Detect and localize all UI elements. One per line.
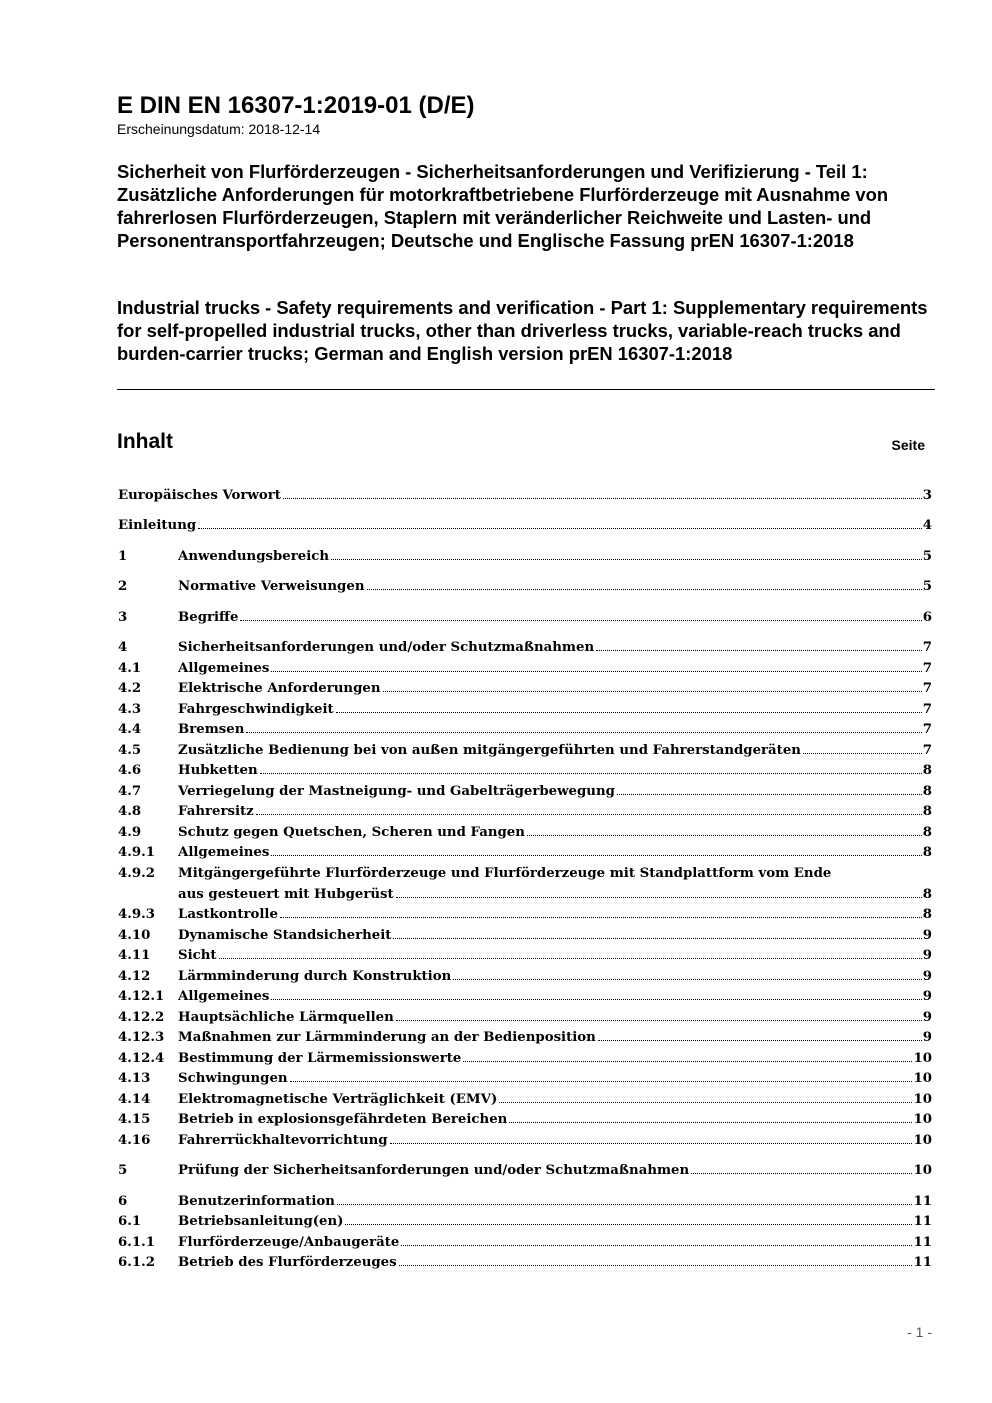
toc-entry-number: 4.12.1 <box>118 989 165 1004</box>
toc-entry-label: Fahrersitz <box>178 804 254 819</box>
toc-entry-number: 4.2 <box>118 681 142 696</box>
toc-entry-page: 7 <box>922 722 932 737</box>
toc-entry-label: Bestimmung der Lärmemissionswerte <box>178 1051 462 1066</box>
toc-entry-number: 4.9 <box>118 825 142 840</box>
toc-dot-leader <box>337 1204 913 1205</box>
toc-entry[interactable] <box>118 700 932 721</box>
toc-entry-page: 11 <box>913 1214 932 1229</box>
toc-entry[interactable] <box>118 1192 932 1213</box>
toc-entry-page: 9 <box>922 948 932 963</box>
toc-entry-number: 6.1.2 <box>118 1255 156 1270</box>
toc-entry-number: 4.6 <box>118 763 142 778</box>
toc-dot-leader <box>499 1102 912 1103</box>
toc-entry-page: 8 <box>922 784 932 799</box>
toc-entry[interactable] <box>118 577 932 598</box>
toc-entry-label: Sicherheitsanforderungen und/oder Schutzmaßnahmen <box>178 640 595 655</box>
toc-entry[interactable] <box>118 547 932 568</box>
toc-entry-label: Lastkontrolle <box>178 907 278 922</box>
title-german: Sicherheit von Flurförderzeugen - Sicherheitsanforderungen und Verifizierung - Teil 1: Zusätzliche Anforderungen für motorkraftbetriebene Flurförderzeuge mit Ausnahme von fahrerlosen Flurförderzeugen, Staplern mit veränderlicher Reichweite und Lasten- und Personentransportfahrzeugen; Deutsche und Englische Fassung prEN 16307-1:2018 <box>117 161 889 251</box>
toc-dot-leader <box>271 999 921 1000</box>
toc-entry-label: Normative Verweisungen <box>178 579 365 594</box>
toc-entry[interactable] <box>118 1161 932 1182</box>
toc-entry[interactable] <box>118 843 932 864</box>
toc-entry-label: Einleitung <box>118 518 197 533</box>
toc-entry[interactable] <box>118 864 932 905</box>
toc-page-column-label: Seite <box>891 437 925 453</box>
toc-entry-label: Sicht <box>178 948 217 963</box>
toc-entry-label: Allgemeines <box>178 989 270 1004</box>
toc-entry-label: Allgemeines <box>178 661 270 676</box>
toc-entry-number: 4.1 <box>118 661 142 676</box>
toc-entry-number: 4.8 <box>118 804 142 819</box>
toc-entry[interactable] <box>118 741 932 762</box>
toc-entry[interactable] <box>118 967 932 988</box>
toc-entry-number: 6 <box>118 1194 128 1209</box>
toc-entry-number: 4.7 <box>118 784 142 799</box>
toc-entry-number: 4.13 <box>118 1071 151 1086</box>
toc-entry-number: 4.9.3 <box>118 907 156 922</box>
toc-entry-label: Mitgängergeführte Flurförderzeuge und Flurförderzeuge mit Standplattform vom Ende <box>178 866 832 881</box>
toc-entry[interactable] <box>118 638 932 659</box>
toc-dot-leader <box>280 917 922 918</box>
toc-entry-label: Schwingungen <box>178 1071 288 1086</box>
toc-entry[interactable] <box>118 1212 932 1233</box>
toc-entry-number: 6.1 <box>118 1214 142 1229</box>
toc-entry-number: 3 <box>118 610 128 625</box>
toc-entry-label: Betrieb des Flurförderzeuges <box>178 1255 397 1270</box>
toc-entry-label: Benutzerinformation <box>178 1194 335 1209</box>
toc-dot-leader <box>260 773 922 774</box>
toc-entry[interactable] <box>118 1253 932 1274</box>
toc-entry[interactable] <box>118 1110 932 1131</box>
toc-entry[interactable] <box>118 679 932 700</box>
toc-entry[interactable] <box>118 905 932 926</box>
toc-entry-number: 6.1.1 <box>118 1235 156 1250</box>
toc-entry-page: 8 <box>922 886 932 902</box>
toc-entry-number: 1 <box>118 549 128 564</box>
toc-entry-page: 10 <box>913 1051 932 1066</box>
toc-entry-page: 9 <box>922 928 932 943</box>
toc-entry-page: 11 <box>913 1255 932 1270</box>
toc-entry-page: 10 <box>913 1112 932 1127</box>
toc-entry-page: 5 <box>922 579 932 594</box>
toc-entry[interactable] <box>118 720 932 741</box>
toc-entry-page: 9 <box>922 1010 932 1025</box>
toc-dot-leader <box>271 855 921 856</box>
toc-entry-page: 10 <box>913 1092 932 1107</box>
toc-entry-page: 4 <box>922 518 932 533</box>
toc-entry[interactable] <box>118 659 932 680</box>
toc-entry[interactable] <box>118 486 932 507</box>
toc-entry-label: Lärmminderung durch Konstruktion <box>178 969 452 984</box>
toc-entry-page: 10 <box>913 1133 932 1148</box>
toc-entry-page: 7 <box>922 702 932 717</box>
toc-entry-page: 9 <box>922 1030 932 1045</box>
document-id: E DIN EN 16307-1:2019-01 (D/E) <box>117 92 475 119</box>
toc-entry-number: 4.16 <box>118 1133 151 1148</box>
toc-dot-leader <box>336 712 922 713</box>
toc-entry-number: 4.12.2 <box>118 1010 165 1025</box>
toc-entry-page: 8 <box>922 825 932 840</box>
toc-entry-label: Hauptsächliche Lärmquellen <box>178 1010 394 1025</box>
toc-entry-number: 4.9.2 <box>118 866 156 881</box>
toc-entry[interactable] <box>118 1028 932 1049</box>
toc-entry[interactable] <box>118 761 932 782</box>
toc-entry-label: Verriegelung der Mastneigung- und Gabelträgerbewegung <box>178 784 615 799</box>
toc-dot-leader <box>290 1081 913 1082</box>
toc-entry[interactable] <box>118 1090 932 1111</box>
toc-entry[interactable] <box>118 802 932 823</box>
toc-entry-label: Elektrische Anforderungen <box>178 681 381 696</box>
toc-entry-page: 8 <box>922 845 932 860</box>
toc-entry-number: 4.10 <box>118 928 151 943</box>
toc-entry-label: Flurförderzeuge/Anbaugeräte <box>178 1235 400 1250</box>
toc-entry-label: Hubketten <box>178 763 258 778</box>
toc-dot-leader <box>367 589 922 590</box>
title-english: Industrial trucks - Safety requirements and verification - Part 1: Supplementary requirements for self-propelled industrial trucks, other than driverless trucks, variable-reach trucks and burden-carrier trucks; German and English version prEN 16307-1:2018 <box>117 297 928 364</box>
toc-entry-number: 4.11 <box>118 948 151 963</box>
toc-entry-page: 7 <box>922 681 932 696</box>
toc-dot-leader <box>396 897 922 898</box>
toc-dot-leader <box>256 814 922 815</box>
toc-entry-number: 4.12 <box>118 969 151 984</box>
toc-entry-label: Betrieb in explosionsgefährdeten Bereichen <box>178 1112 508 1127</box>
toc-dot-leader <box>383 691 922 692</box>
toc-dot-leader <box>345 1224 912 1225</box>
toc-dot-leader <box>393 938 921 939</box>
toc-dot-leader <box>390 1143 913 1144</box>
toc-entry-page: 6 <box>922 610 932 625</box>
toc-entry[interactable] <box>118 608 932 629</box>
toc-entry[interactable] <box>118 823 932 844</box>
toc-entry-page: 10 <box>913 1071 932 1086</box>
toc-entry-number: 4 <box>118 640 128 655</box>
toc-entry-page: 3 <box>922 488 932 503</box>
toc-entry-number: 4.3 <box>118 702 142 717</box>
toc-dot-leader <box>617 794 922 795</box>
toc-entry-number: 5 <box>118 1163 128 1178</box>
toc-dot-leader <box>596 650 922 651</box>
toc-entry-label: Elektromagnetische Verträglichkeit (EMV) <box>178 1092 498 1107</box>
toc-entry-label: Begriffe <box>178 610 239 625</box>
toc-heading: Inhalt <box>117 430 173 453</box>
toc-entry-page: 7 <box>922 743 932 758</box>
toc-entry[interactable] <box>118 926 932 947</box>
toc-dot-leader <box>527 835 922 836</box>
toc-entry[interactable] <box>118 1008 932 1029</box>
toc-entry-number: 4.14 <box>118 1092 151 1107</box>
toc-entry[interactable] <box>118 1049 932 1070</box>
toc-entry-number: 4.4 <box>118 722 142 737</box>
toc-entry-label-continued: aus gesteuert mit Hubgerüst <box>178 886 394 902</box>
page-number: - 1 - <box>907 1324 932 1340</box>
toc-entry-page: 8 <box>922 763 932 778</box>
publication-date: Erscheinungsdatum: 2018-12-14 <box>117 121 321 137</box>
toc-entry[interactable] <box>118 987 932 1008</box>
toc-entry-label: Fahrerrückhaltevorrichtung <box>178 1133 388 1148</box>
toc-entry[interactable] <box>118 1069 932 1090</box>
toc-dot-leader <box>198 528 922 529</box>
toc-entry-number: 2 <box>118 579 128 594</box>
toc-entry-label: Zusätzliche Bedienung bei von außen mitgängergeführten und Fahrerstandgeräten <box>178 743 801 758</box>
toc-entry-page: 11 <box>913 1194 932 1209</box>
toc-entry-label: Schutz gegen Quetschen, Scheren und Fangen <box>178 825 525 840</box>
toc-entry-label: Betriebsanleitung(en) <box>178 1214 344 1229</box>
toc-dot-leader <box>509 1122 912 1123</box>
toc-entry-number: 4.5 <box>118 743 142 758</box>
toc-entry-number: 4.12.3 <box>118 1030 165 1045</box>
toc-entry-number: 4.9.1 <box>118 845 156 860</box>
toc-entry-label: Maßnahmen zur Lärmminderung an der Bedienposition <box>178 1030 596 1045</box>
toc-entry-label: Dynamische Standsicherheit <box>178 928 392 943</box>
toc-entry-page: 7 <box>922 640 932 655</box>
toc-entry-number: 4.12.4 <box>118 1051 165 1066</box>
toc-dot-leader <box>331 559 922 560</box>
toc-dot-leader <box>399 1265 913 1266</box>
toc-dot-leader <box>219 958 922 959</box>
toc-dot-leader <box>240 620 921 621</box>
toc-entry-page: 8 <box>922 804 932 819</box>
toc-dot-leader <box>401 1245 912 1246</box>
toc-dot-leader <box>598 1040 922 1041</box>
toc-dot-leader <box>803 753 922 754</box>
toc-entry-label: Prüfung der Sicherheitsanforderungen und/oder Schutzmaßnahmen <box>178 1163 690 1178</box>
toc-dot-leader <box>246 732 921 733</box>
toc-entry[interactable] <box>118 1131 932 1152</box>
toc-entry-page: 11 <box>913 1235 932 1250</box>
toc-entry-page: 7 <box>922 661 932 676</box>
toc-entry-page: 10 <box>913 1163 932 1178</box>
toc-entry-label: Allgemeines <box>178 845 270 860</box>
toc-dot-leader <box>691 1173 912 1174</box>
toc-entry-label: Fahrgeschwindigkeit <box>178 702 334 717</box>
toc-entry[interactable] <box>118 516 932 537</box>
toc-entry-number: 4.15 <box>118 1112 151 1127</box>
toc-dot-leader <box>271 671 921 672</box>
toc-dot-leader <box>396 1020 922 1021</box>
toc-dot-leader <box>283 498 922 499</box>
toc-entry[interactable] <box>118 946 932 967</box>
toc-entry-page: 5 <box>922 549 932 564</box>
toc-entry[interactable] <box>118 782 932 803</box>
toc-entry-label: Europäisches Vorwort <box>118 488 281 503</box>
toc-entry-page: 9 <box>922 989 932 1004</box>
toc-entry-label: Bremsen <box>178 722 245 737</box>
toc-dot-leader <box>463 1061 912 1062</box>
toc-entry-page: 8 <box>922 907 932 922</box>
toc-entry[interactable] <box>118 1233 932 1254</box>
toc-dot-leader <box>453 979 921 980</box>
toc-entry-label: Anwendungsbereich <box>178 549 330 564</box>
toc-entry-page: 9 <box>922 969 932 984</box>
